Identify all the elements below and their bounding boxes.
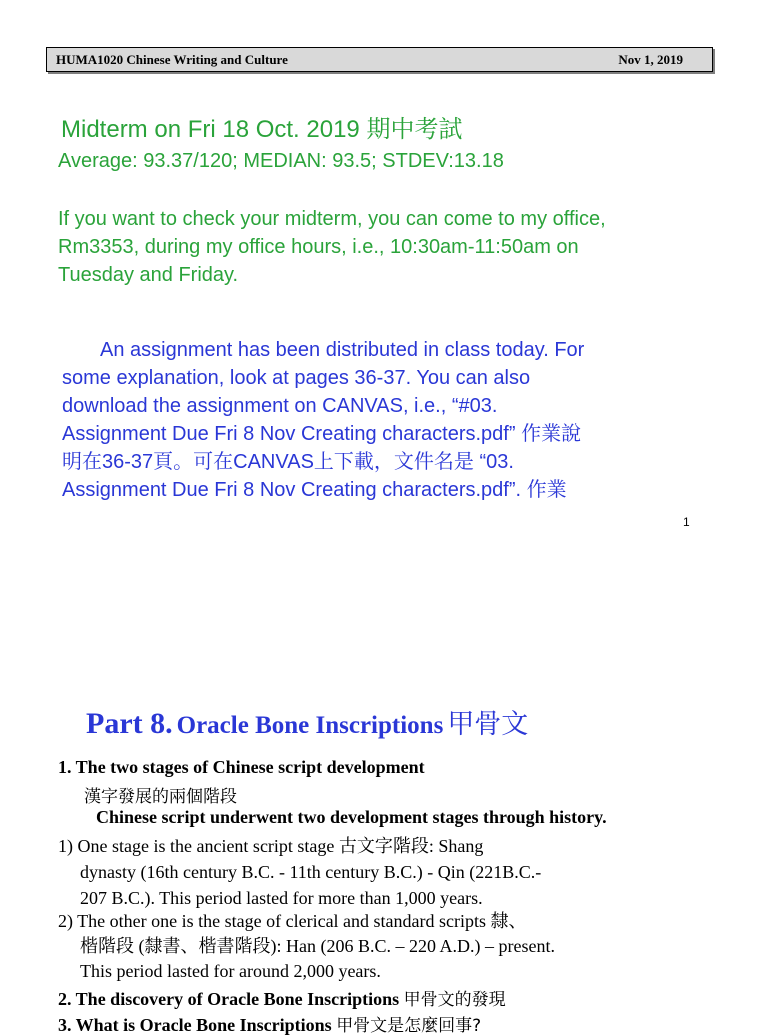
part-name: Oracle Bone Inscriptions (176, 712, 444, 739)
item3-text: 3. What is Oracle Bone Inscriptions (58, 1015, 332, 1035)
stage1-block (58, 833, 541, 911)
office-line: Tuesday and Friday. (58, 264, 239, 286)
assignment-line: Assignment Due Fri 8 Nov Creating characters.pdf”. 作業 (62, 479, 567, 501)
part-cjk: 甲骨文 (447, 709, 529, 740)
stage1-line: dynasty (16th century B.C. - 11th century B.C.) - Qin (221B.C.- (80, 862, 542, 882)
part-title (86, 702, 528, 741)
course-title: HUMA1020 Chinese Writing and Culture (56, 52, 288, 67)
midterm-stats: Average: 93.37/120; MEDIAN: 93.5; STDEV:13.18 (58, 150, 504, 172)
item1-cjk: 漢字發展的兩個階段 (84, 787, 237, 807)
stage2-line: 楷階段 (隸書、楷書階段): Han (206 B.C. – 220 A.D.) – present. (80, 936, 555, 956)
assignment-line: some explanation, look at pages 36-37. You can also (62, 367, 531, 389)
item2-line (58, 985, 506, 1010)
stage1-line: 207 B.C.). This period lasted for more than 1,000 years. (80, 888, 483, 908)
assignment-line: 明在36-37頁。可在CANVAS上下載，文件名是 “03. (62, 451, 514, 473)
assignment-line: download the assignment on CANVAS, i.e., “#03. (62, 395, 498, 417)
office-line: If you want to check your midterm, you can come to my office, (58, 208, 606, 230)
header-date: Nov 1, 2019 (618, 52, 683, 67)
item1-heading: 1. The two stages of Chinese script development (58, 757, 425, 777)
page-number: 1 (683, 515, 690, 529)
stage2-line: 2) The other one is the stage of clerical and standard scripts 隸、 (58, 911, 527, 931)
assignment-line: Assignment Due Fri 8 Nov Creating characters.pdf” 作業說 (62, 423, 582, 445)
stage2-block (58, 909, 555, 984)
office-line: Rm3353, during my office hours, i.e., 10:30am-11:50am on (58, 236, 579, 258)
assignment-paragraph (62, 336, 584, 504)
stage2-line: This period lasted for around 2,000 years. (80, 961, 381, 981)
item2-text: 2. The discovery of Oracle Bone Inscriptions (58, 989, 400, 1009)
header-bar (46, 47, 713, 72)
item1-summary: Chinese script underwent two development stages through history. (96, 807, 607, 827)
midterm-title: Midterm on Fri 18 Oct. 2019 期中考試 (61, 116, 463, 143)
stage1-line: 1) One stage is the ancient script stage 古文字階段: Shang (58, 836, 484, 856)
item3-cjk: 甲骨文是怎麼回事? (336, 1016, 482, 1036)
office-hours-paragraph (58, 205, 606, 289)
item2-cjk: 甲骨文的發現 (403, 990, 506, 1010)
assignment-line: An assignment has been distributed in class today. For (100, 339, 585, 361)
part-label: Part 8. (86, 707, 173, 740)
